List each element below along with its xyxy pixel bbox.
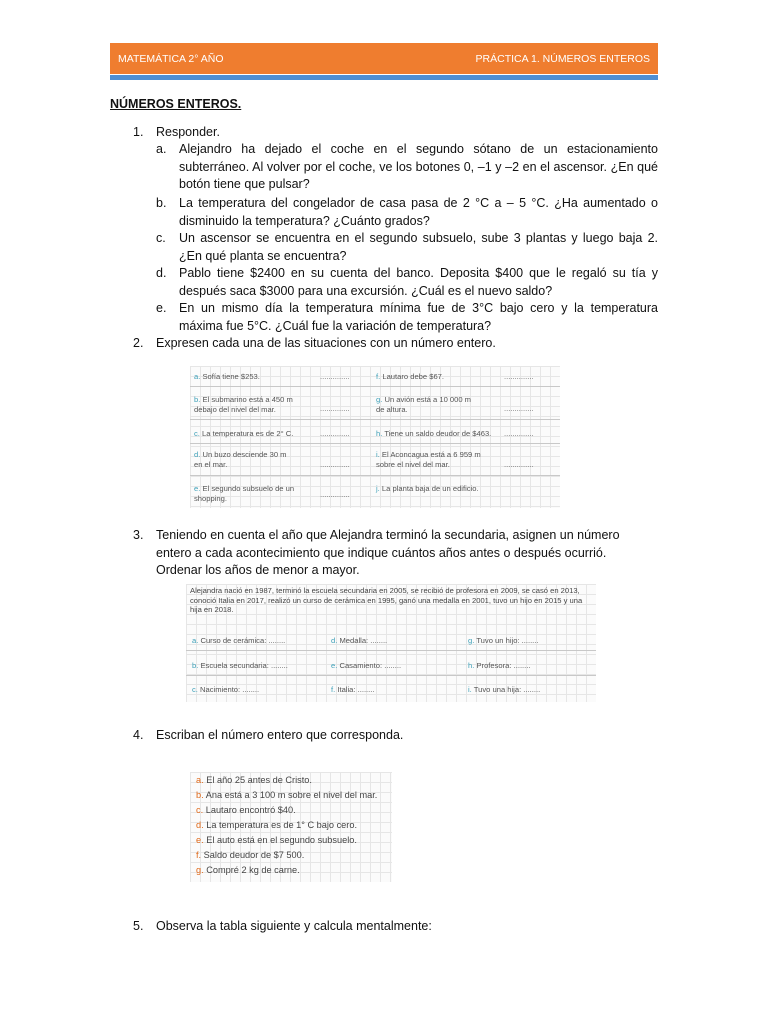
- item-letter: d.: [156, 266, 167, 280]
- answer-blank: ..............: [504, 429, 534, 438]
- question-number: 2.: [133, 336, 144, 350]
- question-text: Teniendo en cuenta el año que Alejandra terminó la secundaria, asignen un número entero a cada acontecimiento que indique cuántos años antes o después ocurrió. Ordenar los años de menor a mayor.: [156, 528, 620, 577]
- answer-blank: ..............: [504, 372, 534, 381]
- exercise-2-image: [190, 366, 560, 508]
- exercise-item: e. Casamiento: ........: [331, 661, 402, 670]
- question-number: 1.: [133, 125, 144, 139]
- row-divider: [186, 650, 596, 651]
- exercise-item: a. El año 25 antes de Cristo.: [196, 775, 312, 785]
- exercise-item: e. El segundo subsuelo de un shopping.: [194, 484, 295, 503]
- exercise-item: b. Ana está a 3 100 m sobre el nivel del mar.: [196, 790, 378, 800]
- exercise-4-image: [190, 772, 392, 882]
- exercise-item: h. Profesora: ........: [468, 661, 531, 670]
- answer-blank: ..............: [320, 404, 350, 413]
- exercise-item: g. Compré 2 kg de carne.: [196, 865, 300, 875]
- exercise-item: d. Medalla: ........: [331, 636, 388, 645]
- page-header: [110, 43, 658, 74]
- exercise-item: f. Lautaro debe $67.: [376, 372, 445, 381]
- item-letter: e.: [156, 301, 167, 315]
- row-divider: [190, 443, 560, 444]
- exercise-item: i. El Aconcagua está a 6 959 m sobre el nivel del mar.: [376, 450, 481, 469]
- exercise-item: d. Un buzo desciende 30 m en el mar.: [194, 450, 287, 469]
- item-text: Un ascensor se encuentra en el segundo subsuelo, sube 3 plantas y luego baja 2. ¿En qué planta se encuentra?: [179, 231, 658, 263]
- exercise-item: a. Curso de cerámica: ........: [192, 636, 286, 645]
- exercise-item: h. Tiene un saldo deudor de $463.: [376, 429, 492, 438]
- header-accent-line: [110, 75, 658, 80]
- answer-blank: ..............: [504, 404, 534, 413]
- exercise-item: e. El auto está en el segundo subsuelo.: [196, 835, 357, 845]
- item-letter: b.: [156, 196, 167, 210]
- answer-blank: ..............: [320, 490, 350, 499]
- answer-blank: ..............: [320, 460, 350, 469]
- item-text: Pablo tiene $2400 en su cuenta del banco. Deposita $400 que le regaló su tía y después saca $3000 para una excursión. ¿Cuál es el nuevo saldo?: [179, 266, 658, 298]
- document-title: NÚMEROS ENTEROS.: [110, 97, 242, 111]
- exercise-item: j. La planta baja de un edificio.: [376, 484, 479, 493]
- exercise-item: f. Saldo deudor de $7 500.: [196, 850, 305, 860]
- exercise-item: b. El submarino está a 450 m debajo del nivel del mar.: [194, 395, 293, 414]
- header-subject: MATEMÁTICA 2° AÑO: [118, 52, 224, 65]
- exercise-item: f. Italia: ........: [331, 685, 375, 694]
- question-text: Observa la tabla siguiente y calcula mentalmente:: [156, 919, 432, 933]
- exercise-item: c. Lautaro encontró $40.: [196, 805, 296, 815]
- answer-blank: ..............: [320, 372, 350, 381]
- item-letter: a.: [156, 142, 167, 156]
- question-number: 3.: [133, 528, 144, 542]
- exercise-item: g. Un avión está a 10 000 m de altura.: [376, 395, 472, 414]
- row-divider: [190, 386, 560, 387]
- item-text: La temperatura del congelador de casa pasa de 2 °C a – 5 °C. ¿Ha aumentado o disminuido la temperatura? ¿Cuánto grados?: [179, 196, 658, 228]
- header-practice: PRÁCTICA 1. NÚMEROS ENTEROS: [475, 52, 650, 65]
- exercise-item: d. La temperatura es de 1° C bajo cero.: [196, 820, 357, 830]
- answer-blank: ..............: [504, 460, 534, 469]
- row-divider: [186, 675, 596, 676]
- item-text: Alejandro ha dejado el coche en el segundo sótano de un estacionamiento subterráneo. Al volver por el coche, ve los botones 0, –1 y –2 en el ascensor. ¿En qué botón tiene que pulsar?: [179, 142, 658, 191]
- exercise-intro: Alejandra nació en 1987, terminó la escuela secundaria en 2005, se recibió de profesora en 2009, se casó en 2013, conoció Italia en 2017, realizó un curso de cerámica en 1995, ganó una medalla en 2001, tuvo un hijo en 2015 y una hija en 2018.: [190, 586, 583, 614]
- exercise-item: b. Escuela secundaria: ........: [192, 661, 288, 670]
- row-divider: [190, 419, 560, 420]
- exercise-item: a. Sofía tiene $253.: [194, 372, 260, 381]
- question-number: 5.: [133, 919, 144, 933]
- exercise-item: c. Nacimiento: ........: [192, 685, 260, 694]
- question-text: Responder.: [156, 125, 220, 139]
- exercise-item: g. Tuvo un hijo: ........: [468, 636, 539, 645]
- item-letter: c.: [156, 231, 166, 245]
- item-text: En un mismo día la temperatura mínima fue de 3°C bajo cero y la temperatura máxima fue 5°C. ¿Cuál fue la variación de temperatura?: [179, 301, 658, 333]
- answer-blank: ..............: [320, 429, 350, 438]
- exercise-item: c. La temperatura es de 2° C.: [194, 429, 294, 438]
- exercise-3-image: [186, 584, 596, 702]
- row-divider: [190, 475, 560, 476]
- question-text: Escriban el número entero que corresponda.: [156, 728, 404, 742]
- question-text: Expresen cada una de las situaciones con un número entero.: [156, 336, 496, 350]
- exercise-item: i. Tuvo una hija: ........: [468, 685, 541, 694]
- question-number: 4.: [133, 728, 144, 742]
